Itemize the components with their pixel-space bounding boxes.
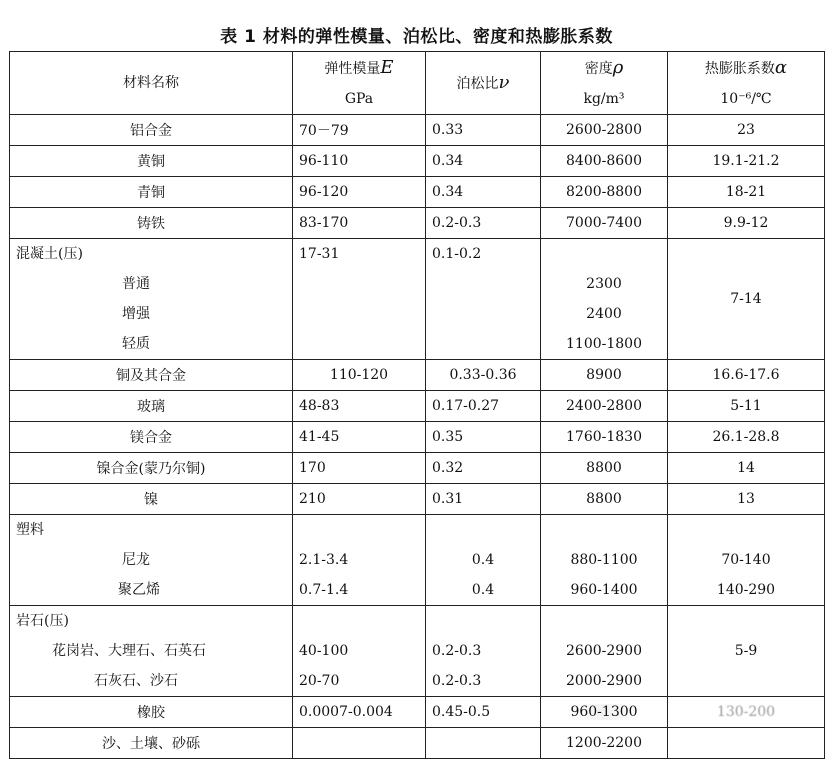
cell-modulus: 17-31 (293, 239, 426, 360)
cell-modulus: 110-120 (293, 360, 426, 391)
cell-name: 岩石(压) 花岗岩、大理石、石英石 石灰石、沙石 (10, 606, 293, 697)
cell-density: 2400-2800 (541, 391, 668, 422)
table-row (10, 177, 825, 208)
cell-modulus: 96-120 (293, 177, 426, 208)
cell-density: 2300 2400 1100-1800 (541, 239, 668, 360)
cell-modulus: 0.0007-0.004 (293, 697, 426, 728)
cell-density: 8900 (541, 360, 668, 391)
cell-density: 1200-2200 (541, 728, 668, 759)
cell-density: 8800 (541, 453, 668, 484)
cell-name: 铜及其合金 (10, 360, 293, 391)
cell-thermal: 5-9 (668, 606, 825, 697)
cell-poisson: 0.33 (426, 115, 541, 146)
cell-name: 混凝土(压) 普通 增强 轻质 (10, 239, 293, 360)
table-row (10, 360, 825, 391)
cell-density: 880-1100 960-1400 (541, 515, 668, 606)
cell-poisson: 0.31 (426, 484, 541, 515)
materials-table (9, 51, 825, 759)
cell-name: 镍合金(蒙乃尔铜) (10, 453, 293, 484)
cell-thermal: 13 (668, 484, 825, 515)
cell-name: 镁合金 (10, 422, 293, 453)
cell-poisson: 0.32 (426, 453, 541, 484)
cell-thermal: 18-21 (668, 177, 825, 208)
table-row (10, 391, 825, 422)
cell-name: 黄铜 (10, 146, 293, 177)
cell-density: 2600-2900 2000-2900 (541, 606, 668, 697)
cell-name: 铸铁 (10, 208, 293, 239)
cell-poisson: 0.34 (426, 177, 541, 208)
cell-modulus (293, 728, 426, 759)
cell-thermal: 23 (668, 115, 825, 146)
header-density: 密度ρ kg/m³ (541, 52, 668, 115)
table-row (10, 697, 825, 728)
cell-density: 7000-7400 (541, 208, 668, 239)
cell-thermal: 5-11 (668, 391, 825, 422)
cell-poisson: 0.17-0.27 (426, 391, 541, 422)
table-row (10, 484, 825, 515)
cell-poisson: 0.45-0.5 (426, 697, 541, 728)
cell-modulus: 70－79 (293, 115, 426, 146)
cell-thermal: 19.1-21.2 (668, 146, 825, 177)
cell-modulus: 40-100 20-70 (293, 606, 426, 697)
cell-poisson: 0.4 0.4 (426, 515, 541, 606)
cell-thermal: 7-14 (668, 239, 825, 360)
table-row (10, 606, 825, 697)
cell-name: 沙、土壤、砂砾 (10, 728, 293, 759)
cell-density: 1760-1830 (541, 422, 668, 453)
cell-thermal: 130-200 (668, 697, 825, 728)
cell-thermal (668, 728, 825, 759)
cell-name: 铝合金 (10, 115, 293, 146)
cell-poisson: 0.33-0.36 (426, 360, 541, 391)
table-row (10, 422, 825, 453)
table-row (10, 208, 825, 239)
table-row (10, 115, 825, 146)
table-title: 表 1 材料的弹性模量、泊松比、密度和热膨胀系数 (220, 27, 613, 47)
table-row (10, 728, 825, 759)
table-row (10, 453, 825, 484)
cell-modulus: 96-110 (293, 146, 426, 177)
table-header-row (10, 52, 825, 115)
cell-modulus: 170 (293, 453, 426, 484)
cell-poisson: 0.35 (426, 422, 541, 453)
cell-density: 8400-8600 (541, 146, 668, 177)
cell-density: 8200-8800 (541, 177, 668, 208)
cell-name: 镍 (10, 484, 293, 515)
cell-thermal: 70-140 140-290 (668, 515, 825, 606)
header-poisson: 泊松比ν (426, 52, 541, 115)
cell-density: 960-1300 (541, 697, 668, 728)
cell-density: 2600-2800 (541, 115, 668, 146)
cell-modulus: 41-45 (293, 422, 426, 453)
cell-name: 橡胶 (10, 697, 293, 728)
cell-thermal: 16.6-17.6 (668, 360, 825, 391)
cell-name: 塑料 尼龙 聚乙烯 (10, 515, 293, 606)
cell-modulus: 210 (293, 484, 426, 515)
cell-poisson (426, 728, 541, 759)
cell-modulus: 83-170 (293, 208, 426, 239)
cell-name: 青铜 (10, 177, 293, 208)
header-modulus: 弹性模量E GPa (293, 52, 426, 115)
cell-density: 8800 (541, 484, 668, 515)
cell-poisson: 0.34 (426, 146, 541, 177)
header-name: 材料名称 (10, 52, 293, 115)
table-row (10, 239, 825, 360)
cell-poisson: 0.1-0.2 (426, 239, 541, 360)
cell-thermal: 26.1-28.8 (668, 422, 825, 453)
cell-thermal: 9.9-12 (668, 208, 825, 239)
cell-poisson: 0.2-0.3 0.2-0.3 (426, 606, 541, 697)
cell-modulus: 2.1-3.4 0.7-1.4 (293, 515, 426, 606)
cell-poisson: 0.2-0.3 (426, 208, 541, 239)
cell-thermal: 14 (668, 453, 825, 484)
table-row (10, 146, 825, 177)
cell-modulus: 48-83 (293, 391, 426, 422)
header-thermal: 热膨胀系数α 10⁻⁶/℃ (668, 52, 825, 115)
table-row (10, 515, 825, 606)
cell-name: 玻璃 (10, 391, 293, 422)
